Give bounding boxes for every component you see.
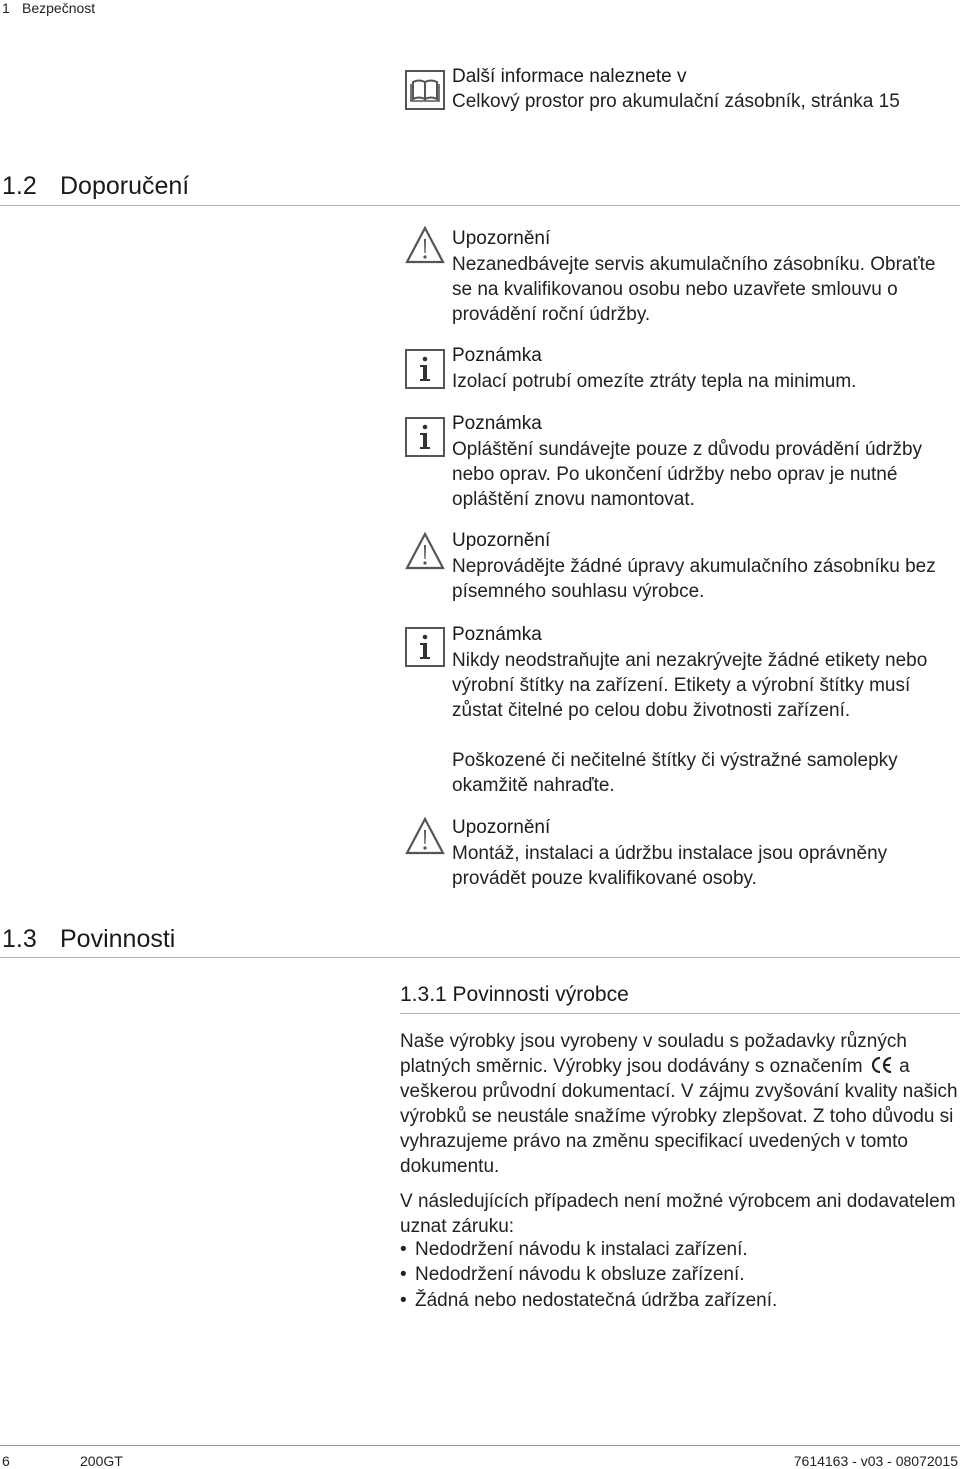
- section-divider: [0, 957, 960, 958]
- info-icon: [405, 349, 445, 389]
- header-chapter-number: 1: [2, 0, 10, 16]
- notice-heading: Poznámka: [452, 413, 542, 434]
- footer-page-number: 6: [2, 1453, 10, 1469]
- section-title: Doporučení: [60, 172, 190, 200]
- notice-heading: Upozornění: [452, 530, 551, 551]
- paragraph-warranty: V následujících případech není možné výrobcem ani dodavatelem uznat záruku:: [400, 1191, 956, 1237]
- subsection-divider: [400, 1013, 960, 1014]
- bullet-icon: •: [400, 1239, 407, 1260]
- info-heading: Další informace naleznete v: [452, 66, 687, 87]
- list-item: [400, 1264, 745, 1286]
- warning-triangle-icon: [405, 225, 445, 265]
- notice-text: Nikdy neodstraňujte ani nezakrývejte žádné etikety nebo výrobní štítky na zařízení. Etikety a výrobní štítky musí zůstat čitelné po celou dobu životnosti zařízení.: [452, 650, 928, 721]
- bullet-icon: •: [400, 1290, 407, 1311]
- list-item: [400, 1290, 777, 1312]
- footer-divider: [0, 1445, 960, 1446]
- notice-text: Opláštění sundávejte pouze z důvodu provádění údržby nebo oprav. Po ukončení údržby nebo oprav je nutné opláštění znovu namontovat.: [452, 439, 923, 510]
- section-divider: [0, 205, 960, 206]
- paragraph-manufacturer-compliance: [400, 1029, 960, 1179]
- section-heading-1-3: [2, 925, 175, 954]
- list-item-text: Nedodržení návodu k obsluze zařízení.: [415, 1264, 745, 1285]
- notice-heading: Poznámka: [452, 345, 542, 366]
- notice-heading: Upozornění: [452, 228, 551, 249]
- header-chapter-title: Bezpečnost: [22, 0, 96, 16]
- notice-heading: Poznámka: [452, 624, 542, 645]
- ce-mark-icon: [870, 1055, 894, 1075]
- footer-document-code: 7614163 - v03 - 08072015: [793, 1453, 958, 1469]
- list-item-text: Nedodržení návodu k instalaci zařízení.: [415, 1239, 748, 1260]
- info-icon: [405, 627, 445, 667]
- notice-heading: Upozornění: [452, 817, 551, 838]
- bullet-icon: •: [400, 1264, 407, 1285]
- info-icon: [405, 417, 445, 457]
- subsection-heading: 1.3.1 Povinnosti výrobce: [400, 983, 629, 1006]
- notice-text: Montáž, instalaci a údržbu instalace jsou oprávněny provádět pouze kvalifikované osoby.: [452, 843, 888, 889]
- book-icon: [405, 70, 445, 110]
- notice-text: Neprovádějte žádné úpravy akumulačního zásobníku bez písemného souhlasu výrobce.: [452, 556, 936, 602]
- section-number: 1.3: [2, 925, 37, 953]
- list-item: [400, 1239, 748, 1261]
- section-heading-1-2: [2, 172, 189, 201]
- warning-triangle-icon: [405, 816, 445, 856]
- section-title: Povinnosti: [60, 925, 176, 953]
- list-item-text: Žádná nebo nedostatečná údržba zařízení.: [415, 1290, 778, 1311]
- notice-text: Izolací potrubí omezíte ztráty tepla na minimum.: [452, 371, 857, 392]
- warning-triangle-icon: [405, 531, 445, 571]
- section-number: 1.2: [2, 172, 37, 200]
- info-text: Celkový prostor pro akumulační zásobník, stránka 15: [452, 91, 900, 112]
- notice-text: Nezanedbávejte servis akumulačního zásobníku. Obraťte se na kvalifikovanou osobu nebo uzavřete smlouvu o provádění roční údržby.: [452, 254, 936, 325]
- notice-text-continued: Poškozené či nečitelné štítky či výstražné samolepky okamžitě nahraďte.: [452, 750, 898, 796]
- paragraph-text: Naše výrobky jsou vyrobeny v souladu s požadavky různých platných směrnic. Výrobky jsou dodávány s označením: [400, 1031, 907, 1077]
- footer-model: 200GT: [80, 1453, 123, 1469]
- paragraph-text-continued: a veškerou průvodní dokumentací. V zájmu zvyšování kvality našich výrobků se neustále snažíme výrobky zlepšovat. Z toho důvodu si vyhrazujeme právo na změnu specifikací uvedených v tomto dokumentu.: [400, 1056, 958, 1177]
